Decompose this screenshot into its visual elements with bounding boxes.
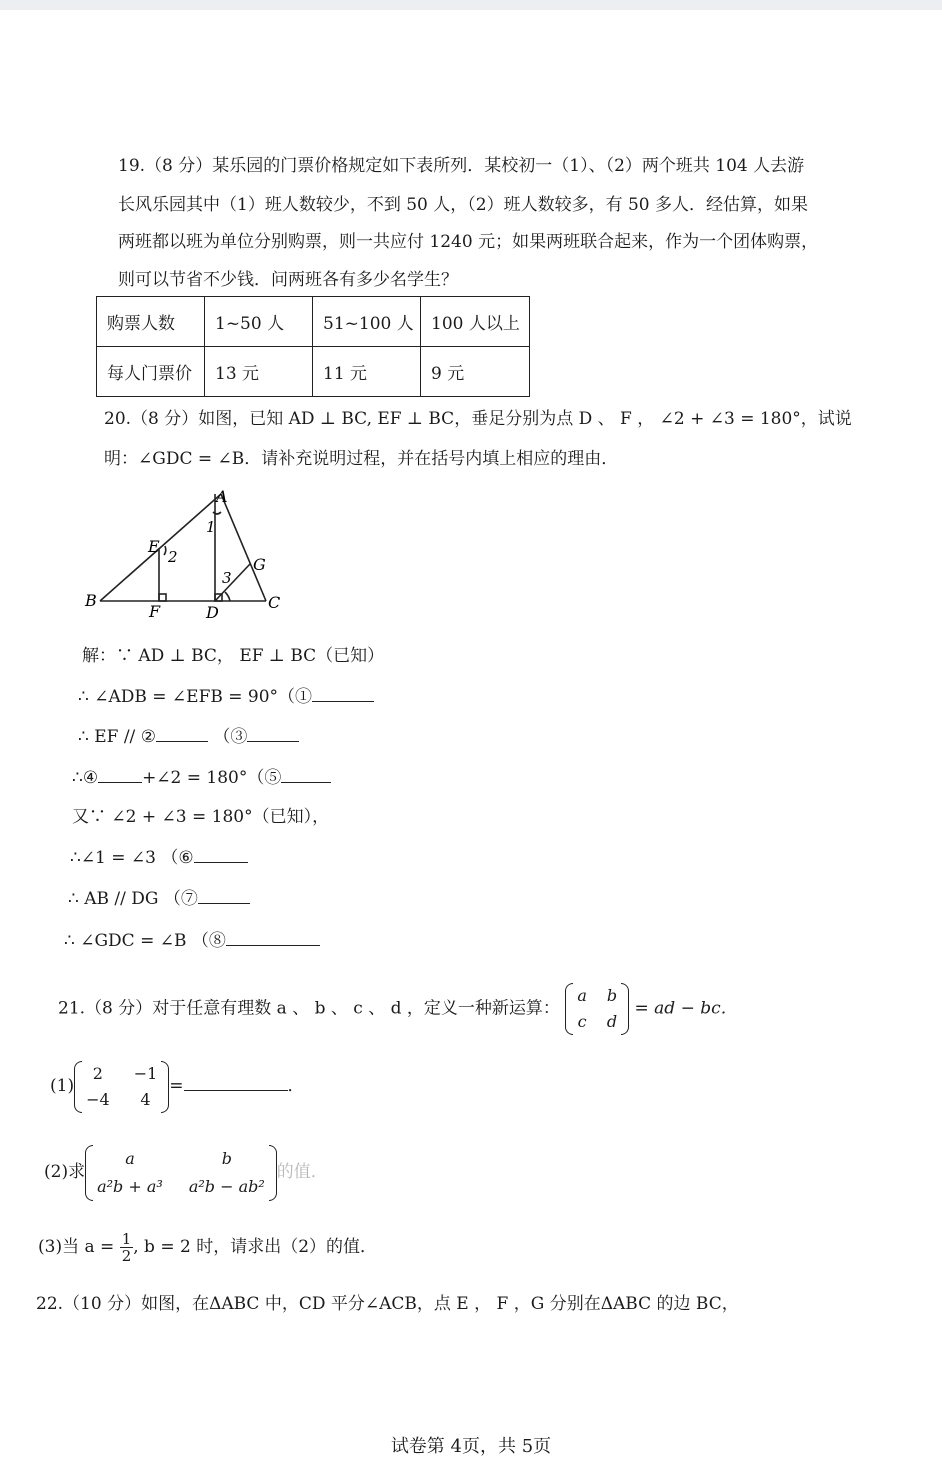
q19-line-1: 19.（8 分）某乐园的门票价格规定如下表所列．某校初一（1）、（2）两个班共 104 人去游 xyxy=(118,156,805,176)
answer-blank-5[interactable] xyxy=(281,766,331,783)
matrix-entry: a²b − ab² xyxy=(188,1176,265,1196)
matrix-entry: 4 xyxy=(140,1089,151,1109)
q20-line-2: 明：∠GDC = ∠B．请补充说明过程，并在括号内填上相应的理由． xyxy=(104,449,619,469)
part-1-end: ． xyxy=(287,1076,305,1096)
q20-line-1: 20.（8 分）如图，已知 AD ⊥ BC, EF ⊥ BC，垂足分别为点 D 、 F ， ∠2 + ∠3 = 180°，试说 xyxy=(104,409,852,429)
table-cell: 51~100 人 xyxy=(313,297,421,347)
matrix-entry: a xyxy=(577,986,587,1005)
q21-def-result: = ad − bc． xyxy=(634,998,738,1019)
definition-matrix xyxy=(565,983,629,1035)
q21-definition xyxy=(58,983,738,1035)
table-cell: 每人门票价 xyxy=(97,347,205,397)
matrix-entry: b xyxy=(221,1148,232,1168)
angle-2-label: 2 xyxy=(168,548,178,566)
q21-part-2 xyxy=(44,1144,328,1201)
matrix-entry: b xyxy=(606,986,618,1005)
answer-blank-7[interactable] xyxy=(198,887,250,904)
step-1 xyxy=(78,685,374,708)
answer-blank-4[interactable] xyxy=(98,766,142,783)
table-cell: 购票人数 xyxy=(97,297,205,347)
step-2-reason: （③ xyxy=(213,727,248,747)
triangle-figure xyxy=(80,484,300,624)
answer-blank-3[interactable] xyxy=(247,725,299,742)
part-2-matrix xyxy=(85,1145,277,1201)
fraction-denominator: 2 xyxy=(121,1247,132,1265)
q21-part-1 xyxy=(50,1060,305,1113)
step-1-text: ∴ ∠ADB = ∠EFB = 90°（① xyxy=(78,687,313,707)
step-4: 又∵ ∠2 + ∠3 = 180°（已知）， xyxy=(72,807,330,827)
table-cell: 13 元 xyxy=(205,347,313,397)
table-cell: 1~50 人 xyxy=(205,297,313,347)
page-footer: 试卷第 4页，共 5页 xyxy=(390,1436,552,1457)
answer-blank-2[interactable] xyxy=(156,725,208,742)
answer-blank-6[interactable] xyxy=(194,846,248,863)
step-5-text: ∴∠1 = ∠3 （⑥ xyxy=(70,848,194,868)
label-a: A xyxy=(216,487,228,506)
step-0: 解：∵ AD ⊥ BC， EF ⊥ BC（已知） xyxy=(82,646,385,666)
q19-line-2: 长风乐园其中（1）班人数较少，不到 50 人，（2）班人数较多，有 50 多人．经估算，如果 xyxy=(118,195,809,215)
q19-line-4: 则可以节省不少钱．问两班各有多少名学生？ xyxy=(118,270,458,290)
label-c: C xyxy=(268,593,281,612)
matrix-entry: −4 xyxy=(86,1089,110,1109)
step-3-cont: +∠2 = 180°（⑤ xyxy=(142,768,282,788)
step-6 xyxy=(68,887,250,910)
table-cell: 11 元 xyxy=(313,347,421,397)
part-2-end: 的值． xyxy=(276,1162,328,1182)
step-3 xyxy=(72,766,331,789)
fraction-numerator: 1 xyxy=(121,1230,132,1248)
label-b: B xyxy=(85,591,97,610)
step-2 xyxy=(78,725,299,748)
fraction-one-half xyxy=(120,1231,134,1264)
q21-intro: 21.（8 分）对于任意有理数 a 、 b 、 c 、 d ，定义一种新运算： xyxy=(58,998,560,1019)
top-band xyxy=(0,0,942,10)
q19-line-3: 两班都以班为单位分别购票，则一共应付 1240 元；如果两班联合起来，作为一个团体购票， xyxy=(118,232,819,252)
table-cell: 9 元 xyxy=(421,347,530,397)
part-2-label: (2)求 xyxy=(44,1162,86,1182)
step-7-text: ∴ ∠GDC = ∠B （⑧ xyxy=(64,931,226,951)
label-d: D xyxy=(206,603,219,622)
matrix-entry: c xyxy=(577,1012,587,1031)
table-row xyxy=(97,347,530,397)
step-5 xyxy=(70,846,248,869)
matrix-entry: d xyxy=(606,1012,618,1031)
q22-line-1: 22.（10 分）如图，在ΔABC 中，CD 平分∠ACB，点 E ， F ，G 分别在ΔABC 的边 BC， xyxy=(36,1294,739,1314)
part-1-matrix xyxy=(74,1061,169,1113)
label-e: E xyxy=(148,537,160,556)
label-f: F xyxy=(149,602,161,621)
step-2-text: ∴ EF // ② xyxy=(78,727,156,747)
step-7 xyxy=(64,929,320,952)
label-g: G xyxy=(253,555,266,574)
answer-blank-8[interactable] xyxy=(226,929,320,946)
matrix-entry: a xyxy=(125,1148,135,1168)
angle-3-label: 3 xyxy=(222,569,232,587)
angle-1-label: 1 xyxy=(206,518,216,536)
q21-part-3 xyxy=(38,1222,377,1272)
answer-blank-1[interactable] xyxy=(312,685,374,702)
ticket-price-table xyxy=(96,296,530,397)
matrix-entry: a²b + a³ xyxy=(97,1176,163,1196)
part-1-eq: = xyxy=(169,1076,184,1096)
matrix-entry: −1 xyxy=(133,1063,158,1083)
step-3-text: ∴④ xyxy=(72,768,99,788)
table-row xyxy=(97,297,530,347)
part-3-label: (3)当 a = xyxy=(38,1237,115,1257)
matrix-entry: 2 xyxy=(92,1063,103,1083)
table-cell: 100 人以上 xyxy=(421,297,530,347)
part-3-rest: , b = 2 时，请求出（2）的值． xyxy=(133,1237,378,1257)
part-1-label: (1) xyxy=(50,1076,75,1096)
step-6-text: ∴ AB // DG （⑦ xyxy=(68,889,198,909)
answer-blank-part-1[interactable] xyxy=(184,1074,288,1091)
